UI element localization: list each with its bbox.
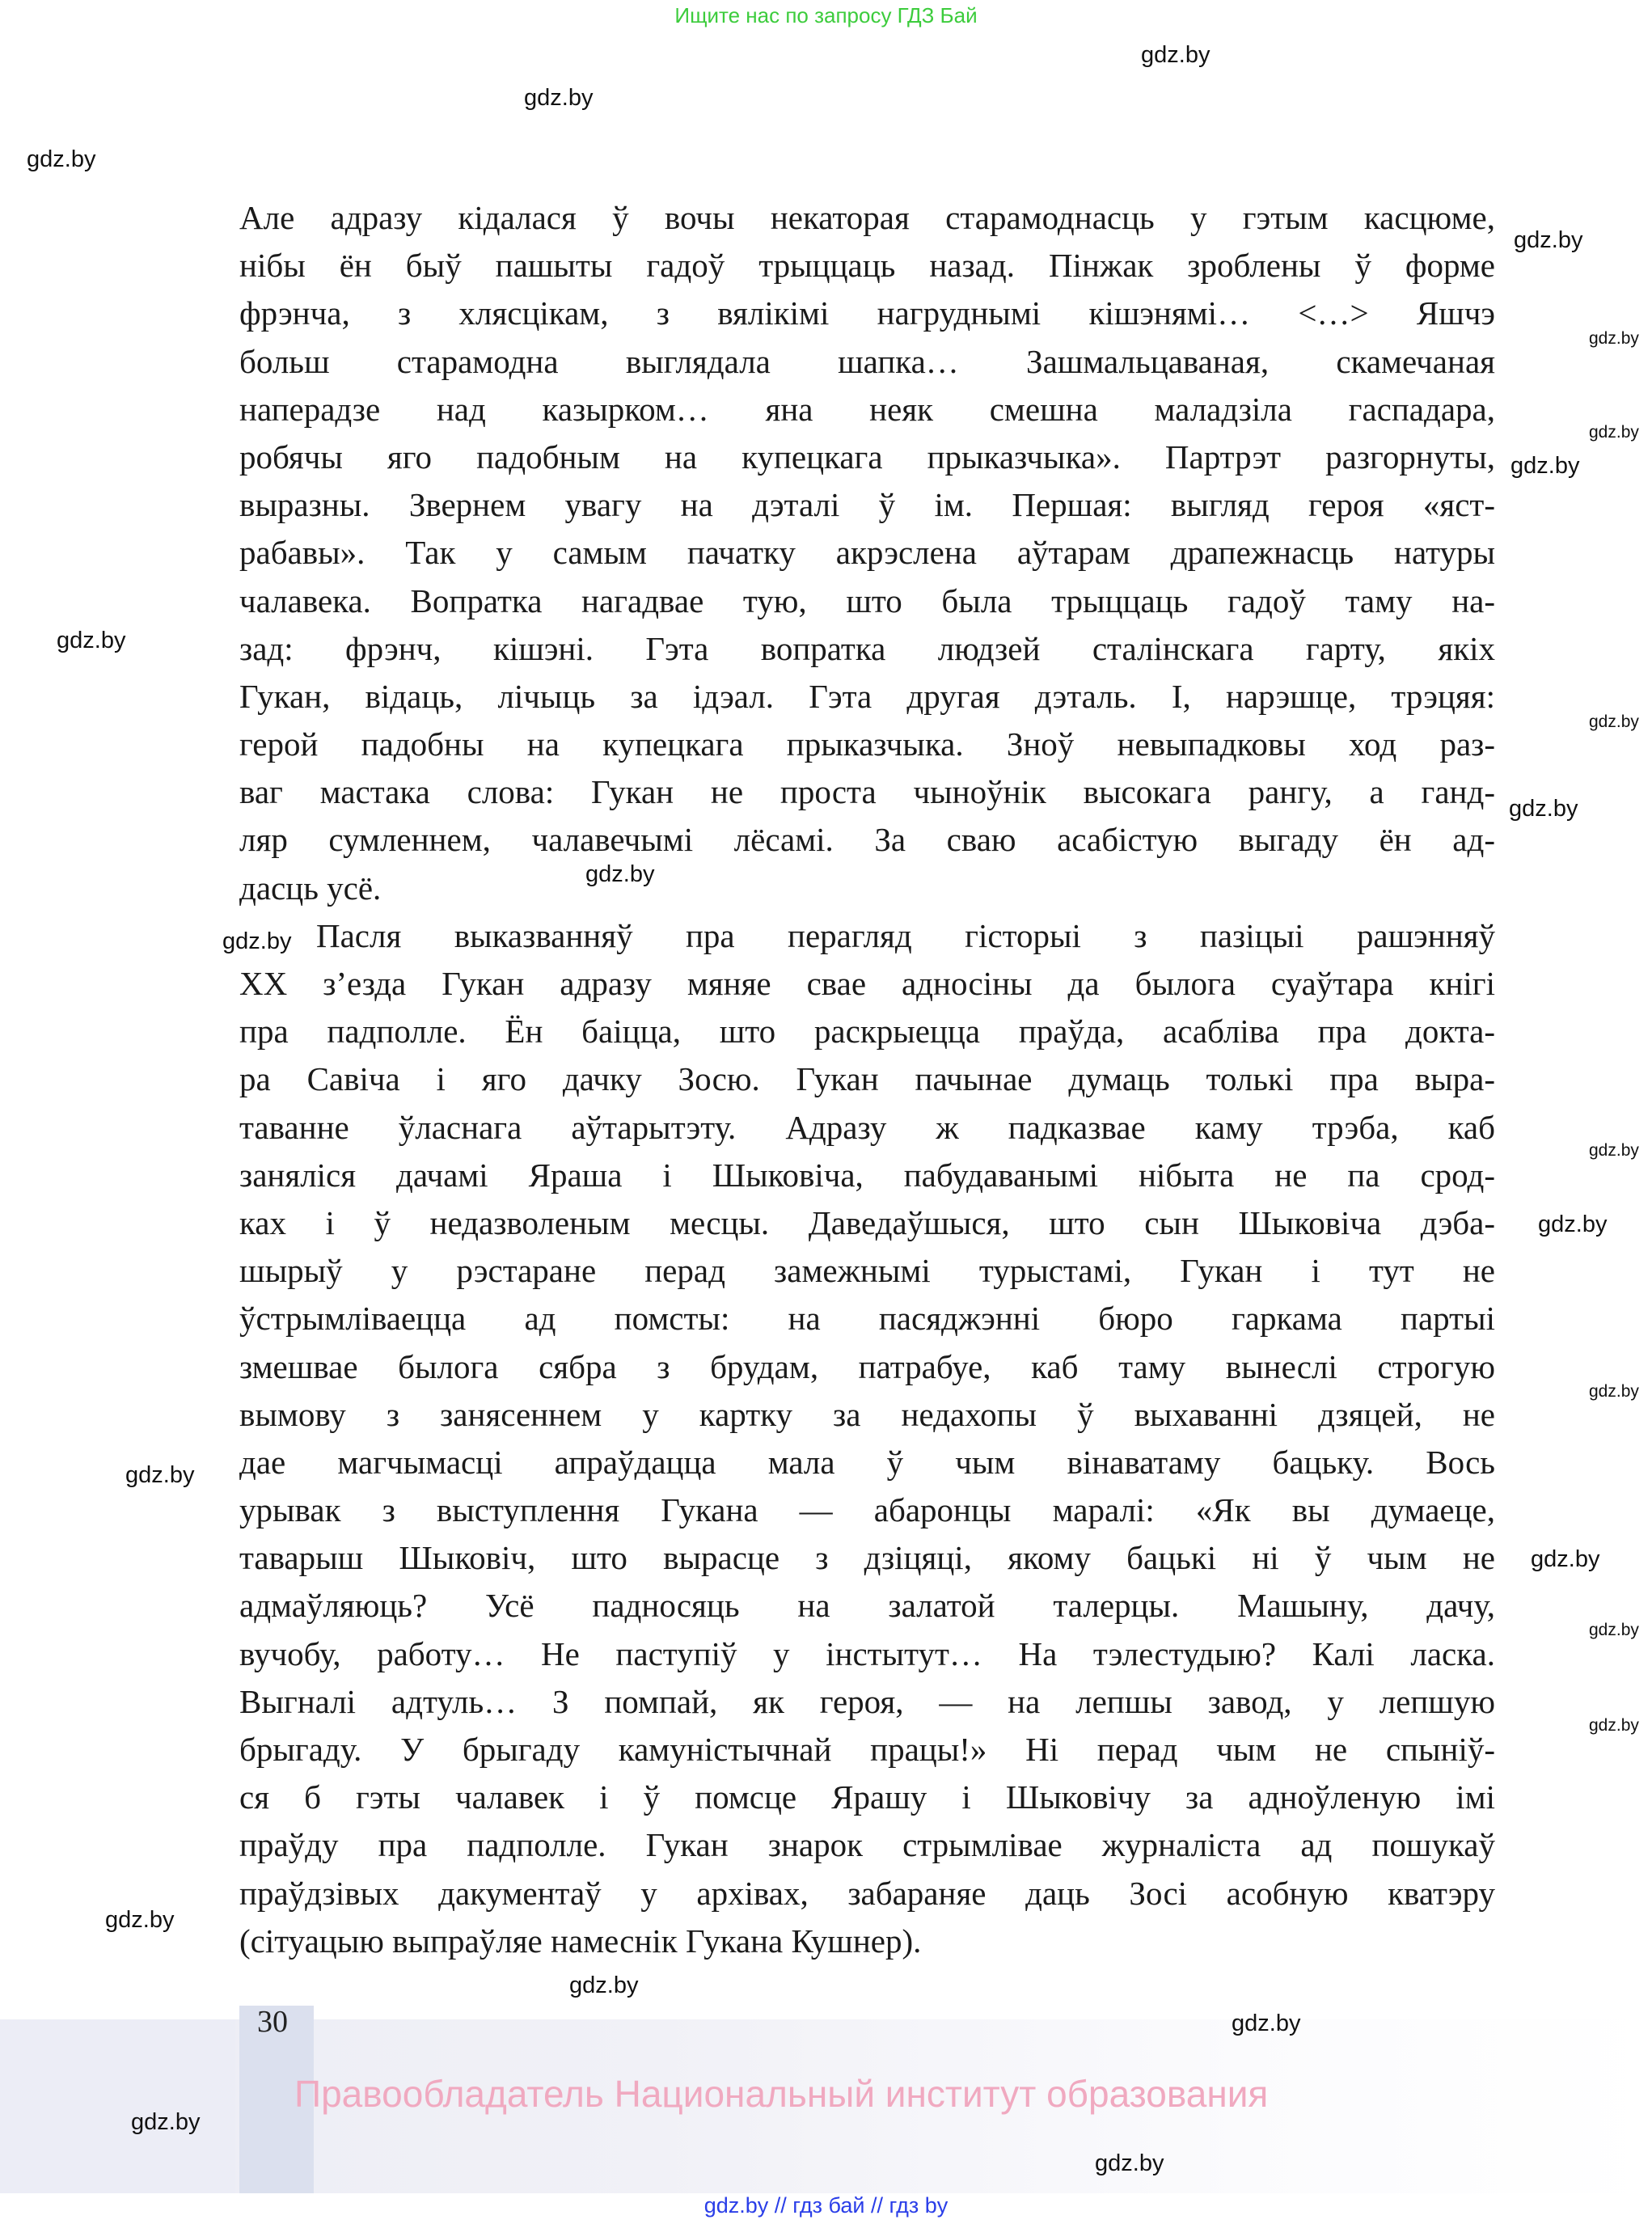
text-line: ся б гэты чалавек і ў помсце Ярашу і Шыковічу за адноўленую імі — [239, 1778, 1495, 1816]
text-line: XX з’езда Гукан адразу мяняе свае адносіны да былога суаўтара кнігі — [239, 965, 1495, 1002]
text-line: урывак з выступлення Гукана — абаронцы маралі: «Як вы думаеце, — [239, 1491, 1495, 1529]
text-line: праўдзівых дакументаў у архівах, забараняе даць Зосі асобную кватэру — [239, 1874, 1495, 1912]
gdz-watermark: gdz.by — [1510, 453, 1580, 479]
text-line: пра падполле. Ён баіцца, што раскрыецца праўда, асабліва пра докта- — [239, 1013, 1495, 1051]
text-line: фрэнча, з хлясцікам, з вялікімі нагруднымі кішэнямі… <…> Яшчэ — [239, 294, 1495, 332]
text-line: наперадзе над казырком… яна неяк смешна маладзіла гаспадара, — [239, 390, 1495, 428]
text-line: заняліся дачамі Яраша і Шыковіча, пабудаванымі нібыта не па срод- — [239, 1156, 1495, 1194]
text-line: Але адразу кідалася ў вочы некаторая старамоднасць у гэтым касцюме, — [239, 199, 1495, 236]
gdz-watermark: gdz.by — [1589, 329, 1639, 348]
gdz-watermark: gdz.by — [1095, 2150, 1164, 2176]
gdz-watermark: gdz.by — [1589, 1141, 1639, 1160]
gdz-watermark: gdz.by — [131, 2109, 201, 2135]
text-line: робячы яго падобным на купецкага прыказчыка». Партрэт разгорнуты, — [239, 438, 1495, 476]
gdz-watermark: gdz.by — [27, 146, 96, 172]
text-line: вымову з занясеннем у картку за недахопы ў выхаванні дзяцей, не — [239, 1395, 1495, 1433]
gdz-watermark: gdz.by — [524, 85, 594, 111]
gdz-watermark: gdz.by — [1538, 1211, 1608, 1237]
text-line: ўстрымліваецца ад помсты: на пасяджэнні бюро гаркама партыі — [239, 1300, 1495, 1338]
text-line: дасць усё. — [239, 869, 382, 907]
gdz-watermark: gdz.by — [569, 1972, 639, 1998]
text-line: брыгаду. У брыгаду камуністычнай працы!» Ні перад чым не спыніў- — [239, 1731, 1495, 1768]
gdz-watermark: gdz.by — [57, 628, 126, 653]
text-line: выразны. Звернем увагу на дэталі ў ім. Першая: выгляд героя «яст- — [239, 486, 1495, 524]
gdz-watermark: gdz.by — [1232, 2010, 1301, 2036]
gdz-watermark: gdz.by — [1531, 1546, 1600, 1572]
text-line: ляр сумленнем, чалавечымі лёсамі. За сваю асабістую выгаду ён ад- — [239, 821, 1495, 859]
text-line: зад: фрэнч, кішэні. Гэта вопратка людзей сталінскага гарту, якіх — [239, 629, 1495, 667]
gdz-watermark: gdz.by — [105, 1907, 175, 1933]
gdz-watermark: gdz.by — [1589, 1716, 1639, 1735]
search-hint-banner[interactable]: Ищите нас по запросу ГДЗ Бай — [674, 3, 978, 27]
gdz-watermark: gdz.by — [1514, 227, 1583, 253]
text-line: (сітуацыю выпраўляе намеснік Гукана Кушнер). — [239, 1922, 922, 1960]
footer-left-panel — [0, 2019, 235, 2193]
text-line: больш старамодна выглядала шапка… Зашмальцаваная, скамечаная — [239, 342, 1495, 380]
text-line: герой падобны на купецкага прыказчыка. Зноў невыпадковы ход раз- — [239, 725, 1495, 763]
text-line: таванне ўласнага аўтарытэту. Адразу ж падказвае каму трэба, каб — [239, 1108, 1495, 1146]
gdz-watermark: gdz.by — [1509, 796, 1578, 822]
text-line: Пасля выказванняў пра перагляд гісторыі з пазіцыі рашэнняў — [316, 916, 1495, 954]
bottom-links[interactable]: gdz.by // гдз бай // гдз by — [703, 2193, 949, 2218]
text-line: нібы ён быў пашыты гадоў трыццаць назад. Пінжак зроблены ў форме — [239, 247, 1495, 285]
text-line: ваг мастака слова: Гукан не проста чыноўнік высокага рангу, а ганд- — [239, 773, 1495, 811]
gdz-watermark: gdz.by — [1589, 423, 1639, 442]
text-line: праўду пра падполле. Гукан знарок стрымлівае журналіста ад пошукаў — [239, 1826, 1495, 1864]
text-line: адмаўляюць? Усё падносяць на залатой талерцы. Машыну, дачу, — [239, 1587, 1495, 1625]
gdz-watermark: gdz.by — [125, 1462, 195, 1488]
gdz-watermark: gdz.by — [1589, 712, 1639, 731]
text-line: Выгналі адтуль… З помпай, як героя, — на лепшы завод, у лепшую — [239, 1682, 1495, 1720]
gdz-watermark: gdz.by — [585, 861, 655, 887]
text-line: чалавека. Вопратка нагадвае тую, што была трыццаць гадоў таму на- — [239, 581, 1495, 619]
text-line: змешвае былога сябра з брудам, патрабуе, каб таму вынеслі строгую — [239, 1347, 1495, 1385]
gdz-watermark: gdz.by — [1141, 42, 1210, 68]
gdz-watermark: gdz.by — [1589, 1621, 1639, 1639]
text-line: рабавы». Так у самым пачатку акрэслена аўтарам драпежнасць натуры — [239, 534, 1495, 572]
text-line: вучобу, работу… Не паступіў у інстытут… На тэлестудыю? Калі ласка. — [239, 1634, 1495, 1672]
text-line: шырыў у рэстаране перад замежнымі турыстамі, Гукан і тут не — [239, 1252, 1495, 1290]
gdz-watermark: gdz.by — [222, 928, 292, 954]
text-line: таварыш Шыковіч, што вырасце з дзіцяці, якому бацькі ні ў чым не — [239, 1539, 1495, 1577]
text-line: Гукан, відаць, лічыць за ідэал. Гэта другая дэталь. І, нарэшце, трэцяя: — [239, 677, 1495, 715]
book-text — [239, 194, 1495, 1965]
copyright-notice: Правообладатель Национальный институт образования — [294, 2073, 1269, 2115]
page-number: 30 — [257, 2005, 288, 2039]
text-line: ра Савіча і яго дачку Зосю. Гукан пачынае думаць толькі пра выра- — [239, 1060, 1495, 1098]
text-line: ках і ў недазволеным месцы. Даведаўшыся, што сын Шыковіча дэба- — [239, 1203, 1495, 1241]
text-line: дае магчымасці апраўдацца мала ў чым вінаватаму бацьку. Вось — [239, 1443, 1495, 1481]
gdz-watermark: gdz.by — [1589, 1382, 1639, 1401]
